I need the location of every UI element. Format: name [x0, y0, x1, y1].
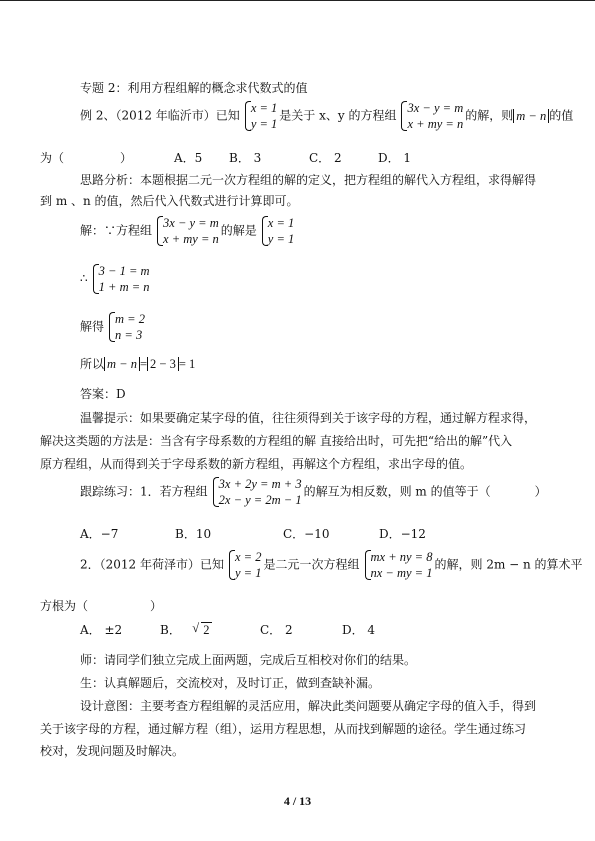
value-eq: m = 2: [115, 312, 145, 326]
given-solution: [242, 100, 277, 132]
option-d: D．−12: [379, 527, 426, 541]
design-line-3: 校对，发现问题及时解决。: [40, 744, 185, 758]
system-eq: mx + ny = 8: [370, 550, 433, 564]
answer: 答案：D: [80, 387, 126, 401]
sqrt-two: [192, 622, 211, 638]
blank-close: ）: [534, 484, 547, 499]
option-d: D． 4: [342, 623, 376, 637]
exercise-2-mid: 是二元一次方程组: [263, 557, 360, 572]
design-line-1: 设计意图：主要考查方程组解的灵活应用，解决此类问题要从确定字母的值入手，得到: [80, 699, 537, 713]
example-2-suffix-b: 的值: [549, 108, 574, 123]
system-eq: 1 + m = n: [98, 280, 150, 294]
option-d: D． 1: [378, 151, 412, 165]
therefore-step: [80, 263, 152, 295]
given-solution: [259, 215, 294, 247]
option-b: B．10: [175, 527, 212, 541]
abs-expression: m − n: [513, 109, 549, 123]
substituted-system: [90, 263, 150, 295]
analysis-line-2: 到 m 、n 的值，然后代入代数式进行计算即可。: [40, 194, 299, 208]
exercise-2-suffix: 的解，则 2m − n 的算术平: [434, 557, 583, 572]
solved-values: [106, 311, 145, 343]
page-number: 4 / 13: [283, 794, 312, 808]
exercise-2-prefix: 2．（2012 年荷泽市）已知: [80, 557, 224, 572]
example-2-suffix: 的解，则: [465, 108, 514, 123]
equals-sign: =: [139, 357, 148, 371]
teacher-note: 师：请同学们独立完成上面两题，完成后互相校对你们的结果。: [80, 653, 417, 667]
exercise-2-line-2: [40, 598, 162, 614]
result-step: [80, 356, 195, 372]
example-2: [80, 100, 573, 132]
blank-close: ）: [120, 151, 133, 165]
therefore-symbol: ∴: [80, 271, 88, 286]
option-c: C． 2: [260, 623, 293, 637]
system-eq: 3 − 1 = m: [98, 264, 150, 278]
option-a: A．−7: [80, 527, 119, 541]
system-eq: 3x + 2y = m + 3: [218, 477, 302, 491]
system-eq: nx − my = 1: [370, 566, 433, 580]
exercise-1-suffix: 的解互为相反数，则 m 的值等于（: [303, 484, 491, 499]
option-b: B． 3: [229, 151, 262, 165]
student-note: 生：认真解题后，交流校对，及时订正，做到查缺补漏。: [80, 676, 381, 690]
solution-eq: y = 1: [235, 566, 262, 580]
example-2-options: [40, 150, 412, 166]
solve-label: 解得: [80, 319, 105, 334]
blank-open: 方根为（: [40, 599, 89, 613]
example-2-prefix: 例 2、（2012 年临沂市）已知: [80, 108, 240, 123]
system-eq: 3x − y = m: [407, 101, 464, 115]
option-b-label: B．: [160, 623, 181, 637]
equation-system: [210, 476, 302, 508]
system-eq: 3x − y = m: [163, 216, 219, 230]
solution-eq: x = 1: [250, 101, 278, 115]
option-c: C． 2: [309, 151, 342, 165]
solution-eq: y = 1: [250, 117, 278, 131]
tip-line-3: 原方程组，从而得到关于字母系数的新方程组，再解这个方程组，求出字母的值。: [40, 457, 473, 471]
tip-line-1: 温馨提示：如果要确定某字母的值，往往须得到关于该字母的方程，通过解方程求得，: [80, 411, 537, 425]
solution-eq: x = 2: [235, 550, 262, 564]
solution-prefix: 解：∵方程组: [80, 223, 153, 238]
option-a: A． ±2: [80, 623, 123, 637]
sqrt-radicand: 2: [203, 623, 210, 637]
solution-eq: x = 1: [267, 216, 295, 230]
given-solution: [226, 549, 261, 581]
system-eq: x + my = n: [407, 117, 464, 131]
system-eq: 2x − y = 2m − 1: [218, 493, 302, 507]
equation-system: [398, 100, 463, 132]
design-line-2: 关于该字母的方程，通过解方程（组），运用方程思想，从而找到解题的途径。学生通过练习: [40, 722, 527, 736]
solve-step: [80, 311, 147, 343]
solution-mid: 的解是: [220, 223, 257, 238]
analysis-line-1: 思路分析：本题根据二元一次方程组的解的定义，把方程组的解代入方程组，求得解得: [80, 173, 537, 187]
equation-system: [154, 215, 219, 247]
exercise-1: [80, 476, 547, 508]
option-a: A．5: [174, 151, 203, 165]
value-eq: n = 3: [115, 328, 143, 342]
exercise-1-prefix: 跟踪练习：1．若方程组: [80, 484, 208, 499]
equation-system: [362, 549, 433, 581]
example-2-mid: 是关于 x、y 的方程组: [279, 108, 397, 123]
so-label: 所以: [80, 357, 105, 371]
blank-open: 为（: [40, 151, 65, 165]
tip-line-2: 解决这类题的方法是：当含有字母系数的方程组的解 直接给出时，可先把“给出的解”代入: [40, 434, 513, 448]
result-value: = 1: [178, 357, 196, 371]
abs-expression: 2 − 3: [147, 357, 179, 371]
header-rule: [0, 0, 595, 1]
option-c: C．−10: [283, 527, 330, 541]
abs-expression: m − n: [104, 357, 140, 371]
exercise-2: [80, 549, 583, 581]
system-eq: x + my = n: [163, 232, 219, 246]
solution-statement: [80, 215, 296, 247]
option-b: [160, 622, 212, 638]
topic-heading: 专题 2：利用方程组解的概念求代数式的值: [80, 81, 308, 95]
solution-eq: y = 1: [267, 232, 295, 246]
blank-close: ）: [150, 599, 163, 613]
